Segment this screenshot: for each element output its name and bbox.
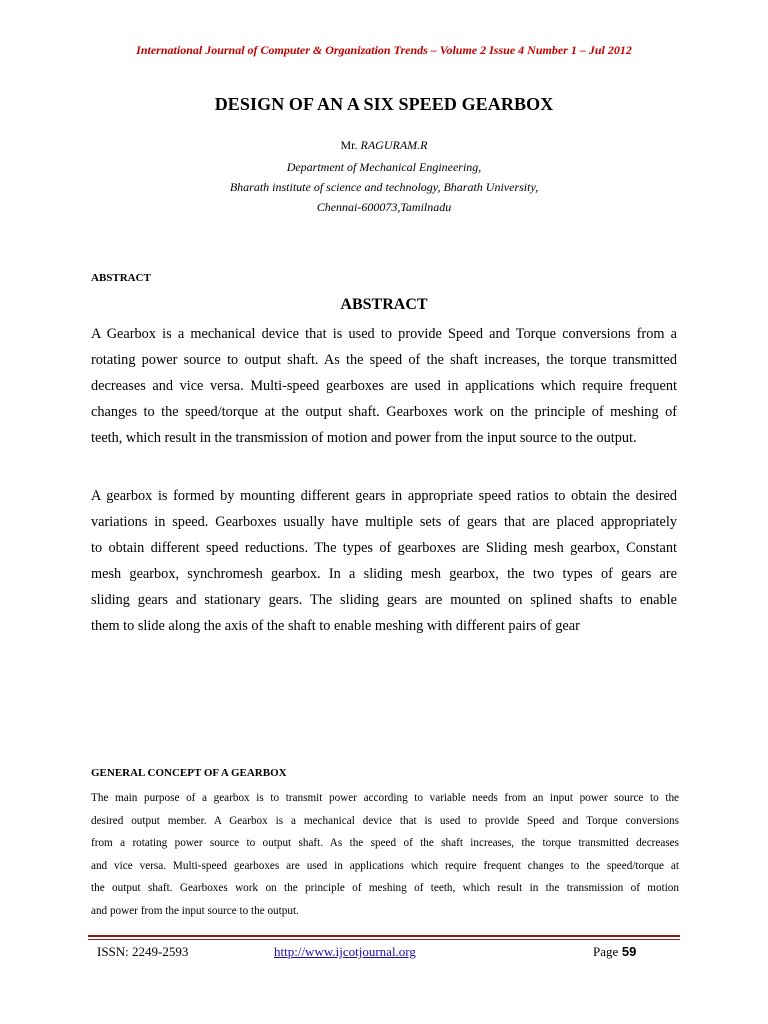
paragraph-line: and power from the input source to the output. — [91, 904, 299, 917]
affiliation-line-3: Chennai-600073,Tamilnadu — [316, 200, 452, 214]
paragraph-line: from a rotating power source to output shaft. As the speed of the shaft increases, the torque transmitted decreases — [91, 837, 679, 849]
affiliation-line-1: Department of Mechanical Engineering, — [286, 160, 482, 174]
footer-rule-thick — [88, 935, 680, 937]
paper-title: DESIGN OF AN A SIX SPEED GEARBOX — [214, 94, 554, 114]
paragraph-line: A Gearbox is a mechanical device that is used to provide Speed and Torque conversions from a — [91, 326, 677, 342]
paragraph-line: rotating power source to output shaft. As the speed of the shaft increases, the torque transmitted — [91, 352, 677, 368]
section-paragraph — [91, 787, 679, 922]
abstract-small-heading: ABSTRACT — [91, 272, 151, 284]
abstract-paragraph-2 — [91, 483, 677, 639]
author-name: RAGURAM.R — [360, 138, 428, 152]
paragraph-line: The main purpose of a gearbox is to transmit power according to variable needs from an input power source to the — [91, 792, 679, 804]
page-number — [593, 944, 636, 960]
journal-header: International Journal of Computer & Organization Trends – Volume 2 Issue 4 Number 1 – Jul 2012 — [136, 43, 632, 57]
paragraph-line: them to slide along the axis of the shaft to enable meshing with different pairs of gear — [91, 618, 580, 634]
paragraph-line: changes to the speed/torque at the output shaft. Gearboxes work on the principle of meshing of — [91, 404, 677, 420]
author-prefix: Mr. — [340, 138, 358, 152]
journal-url-link[interactable]: http://www.ijcotjournal.org — [274, 944, 416, 959]
page-number-value: 59 — [621, 944, 637, 959]
paragraph-line: desired output member. A Gearbox is a mechanical device that is used to provide Speed and Torque conversions — [91, 814, 679, 827]
paragraph-line: variations in speed. Gearboxes usually have multiple sets of gears that are placed appropriately — [91, 514, 677, 530]
paragraph-line: mesh gearbox, synchromesh gearbox. In a sliding mesh gearbox, the two types of gears are — [91, 566, 677, 582]
page-label: Page — [593, 944, 619, 959]
paragraph-line: teeth, which result in the transmission of motion and power from the input source to the output. — [91, 430, 637, 446]
footer-issn: ISSN: 2249-2593 — [97, 944, 189, 959]
paragraph-line: to obtain different speed reductions. The types of gearboxes are Sliding mesh gearbox, Constant — [91, 540, 677, 556]
paragraph-line: sliding gears and stationary gears. The sliding gears are mounted on splined shafts to enable — [91, 592, 677, 608]
affiliation-line-2: Bharath institute of science and technology, Bharath University, — [229, 180, 539, 194]
section-heading: GENERAL CONCEPT OF A GEARBOX — [91, 767, 287, 779]
paragraph-line: A gearbox is formed by mounting different gears in appropriate speed ratios to obtain the desired — [91, 488, 677, 504]
author-line — [0, 138, 768, 153]
paragraph-line: the output shaft. Gearboxes work on the principle of meshing of teeth, which result in the transmission of motion — [91, 882, 679, 894]
abstract-paragraph-1 — [91, 321, 677, 451]
paragraph-line: and vice versa. Multi-speed gearboxes are used in applications which require frequent changes to the speed/torque at — [91, 859, 679, 872]
abstract-heading: ABSTRACT — [340, 296, 428, 313]
footer-rule-thin — [88, 939, 680, 940]
paragraph-line: decreases and vice versa. Multi-speed gearboxes are used in applications which require frequent — [91, 378, 677, 394]
